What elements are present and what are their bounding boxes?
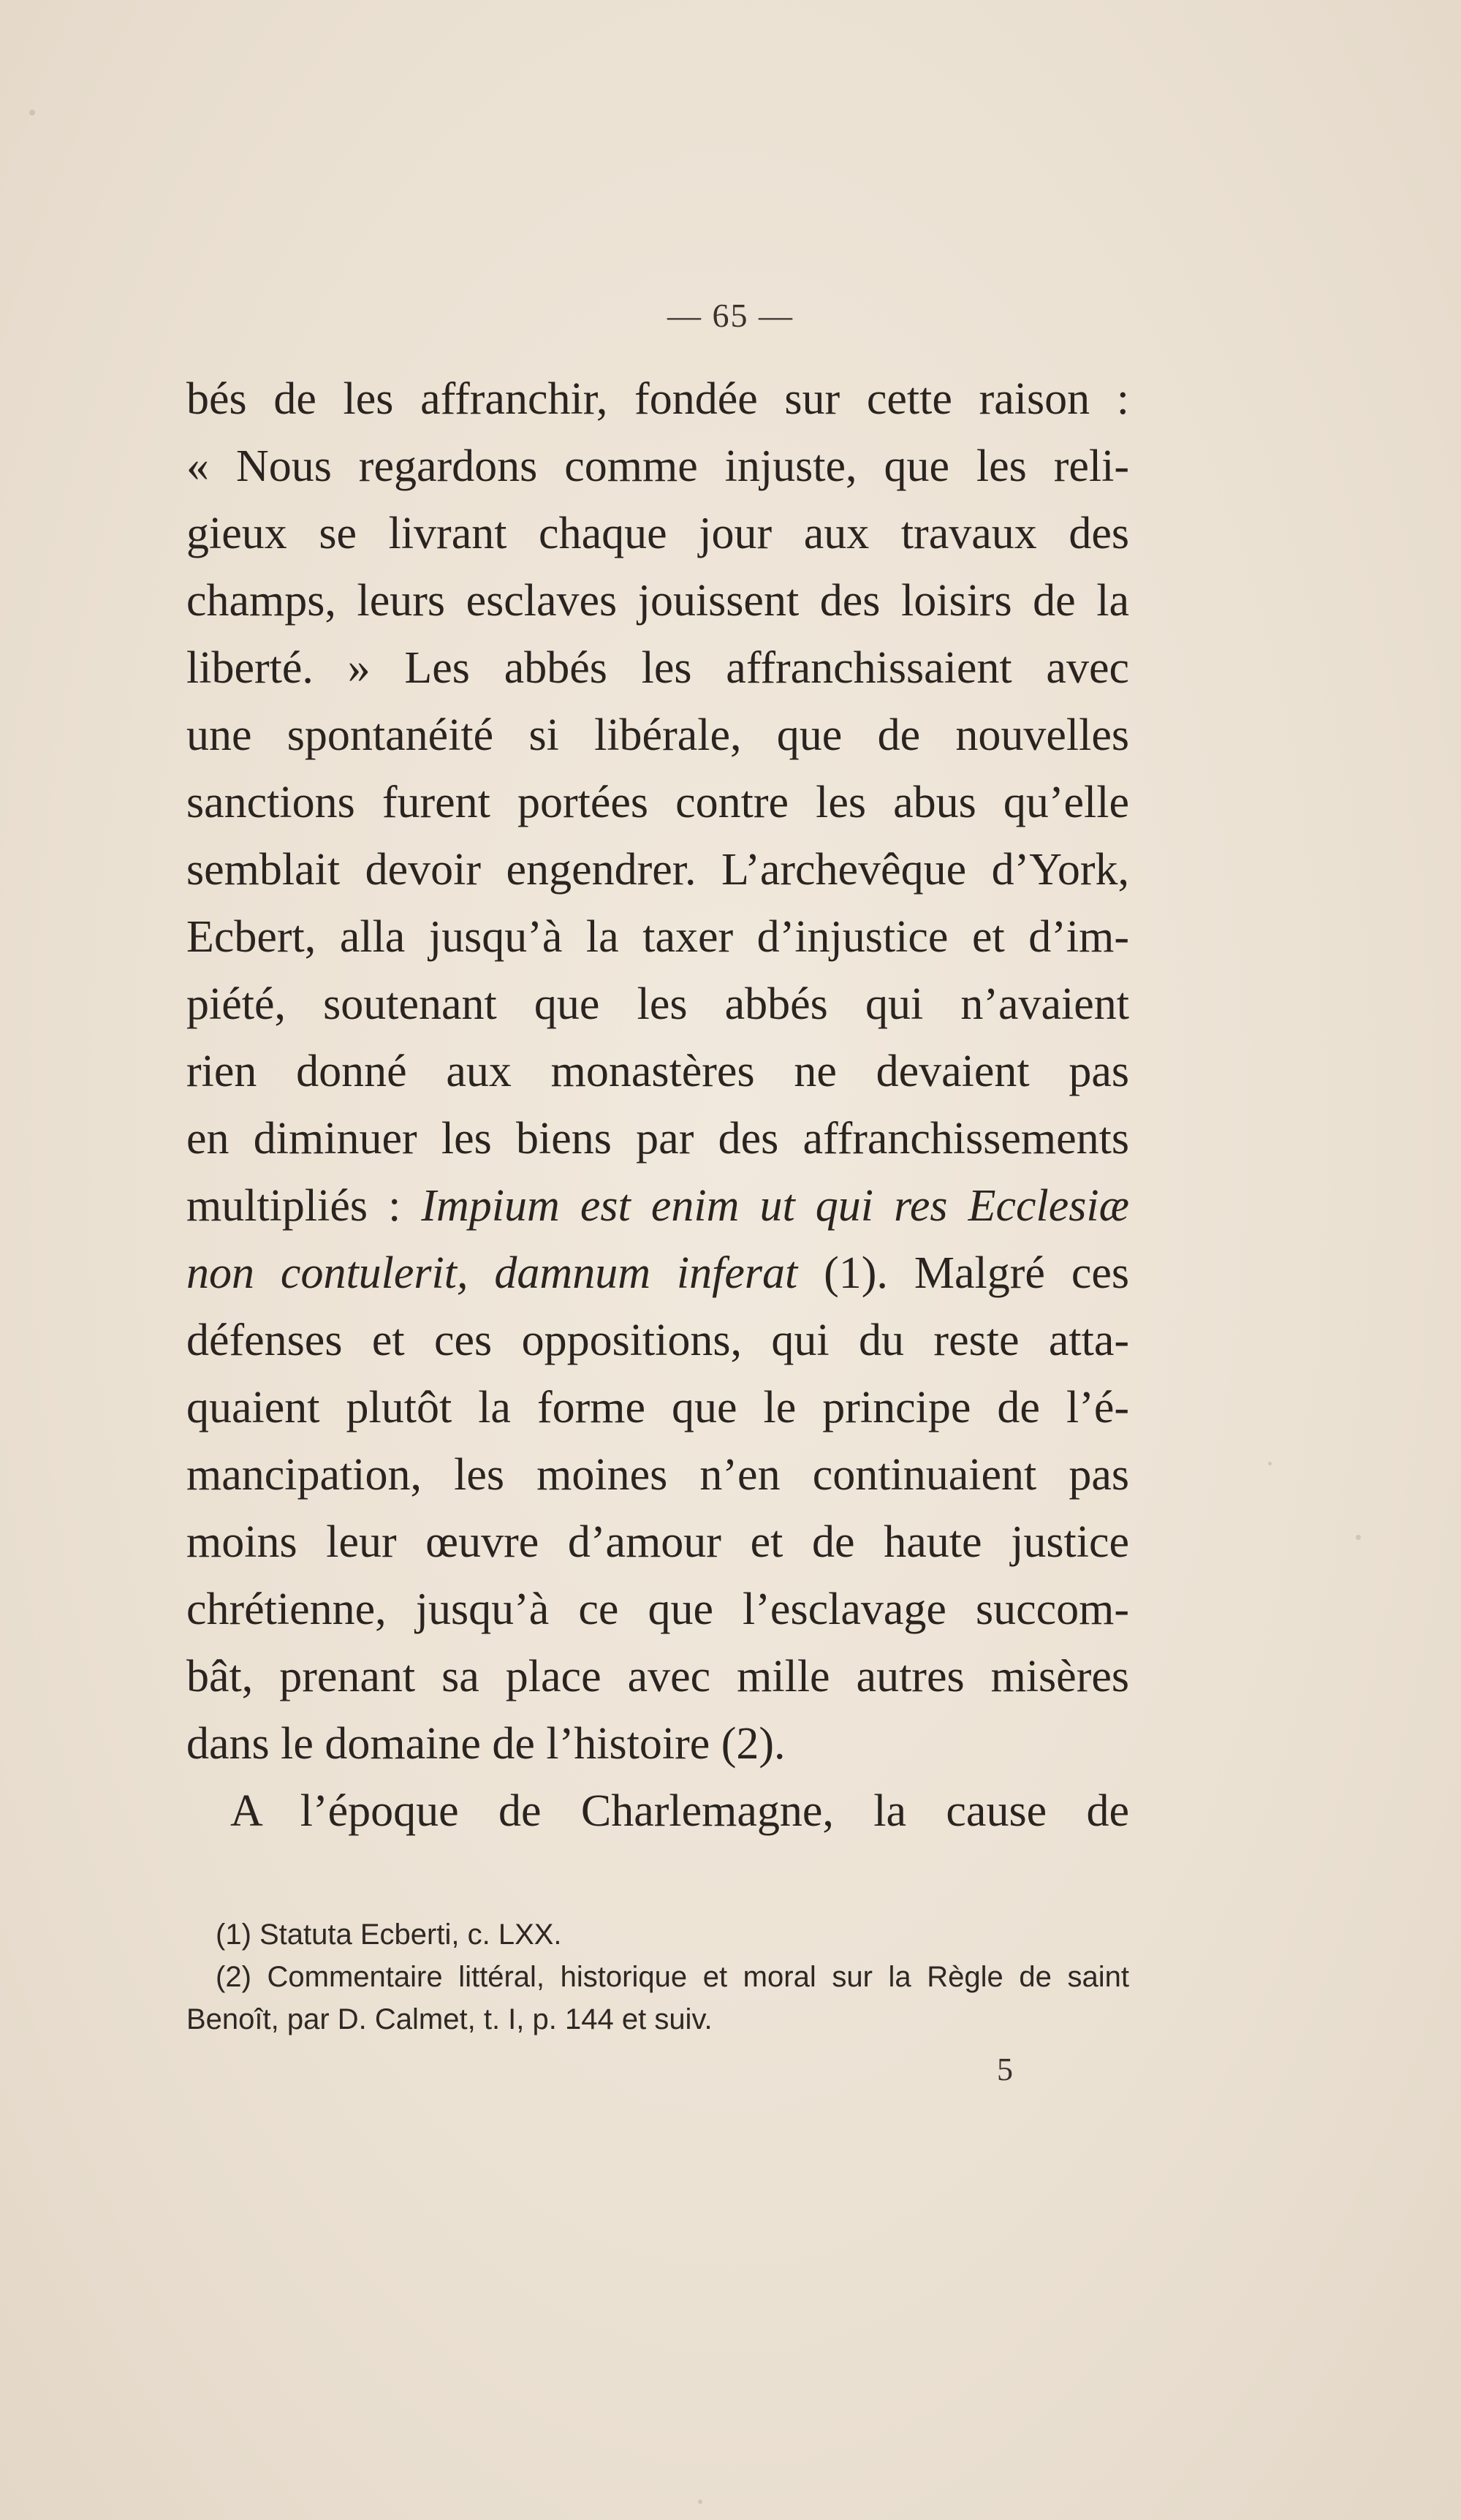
text-line: rien donné aux monastères ne devaient pas bbox=[186, 1047, 1129, 1096]
footnote-2: (2) Commentaire littéral, historique et moral sur la Règle de saint bbox=[216, 1961, 1129, 1993]
text-fragment: (1). Malgré ces bbox=[797, 1248, 1129, 1298]
text-line: moins leur œuvre d’amour et de haute justice bbox=[186, 1517, 1129, 1567]
text-line: gieux se livrant chaque jour aux travaux des bbox=[186, 509, 1129, 558]
text-fragment: multipliés : bbox=[186, 1181, 422, 1231]
text-line: liberté. » Les abbés les affranchissaient avec bbox=[186, 643, 1129, 693]
text-line: bés de les affranchir, fondée sur cette raison : bbox=[186, 374, 1129, 424]
text-line: semblait devoir engendrer. L’archevêque d’York, bbox=[186, 845, 1129, 895]
text-line-with-italic bbox=[186, 1172, 1129, 1240]
paper-speck bbox=[698, 2500, 702, 2504]
text-line: champs, leurs esclaves jouissent des loisirs de la bbox=[186, 576, 1129, 626]
text-line: une spontanéité si libérale, que de nouvelles bbox=[186, 710, 1129, 760]
text-line: chrétienne, jusqu’à ce que l’esclavage succom- bbox=[186, 1585, 1129, 1634]
text-line: mancipation, les moines n’en continuaient pas bbox=[186, 1450, 1129, 1500]
page-number-header: — 65 — bbox=[667, 297, 794, 334]
text-line: sanctions furent portées contre les abus qu’elle bbox=[186, 778, 1129, 827]
text-line: quaient plutôt la forme que le principe de l’é- bbox=[186, 1383, 1129, 1432]
text-line: bât, prenant sa place avec mille autres misères bbox=[186, 1652, 1129, 1701]
signature-mark: 5 bbox=[997, 2052, 1013, 2087]
text-line: dans le domaine de l’histoire (2). bbox=[186, 1719, 786, 1769]
text-line: défenses et ces oppositions, qui du reste atta- bbox=[186, 1316, 1129, 1365]
text-line: « Nous regardons comme injuste, que les reli- bbox=[186, 441, 1129, 491]
paper-speck bbox=[1356, 1535, 1361, 1540]
text-line: Ecbert, alla jusqu’à la taxer d’injustice et d’im- bbox=[186, 912, 1129, 962]
paragraph-start-line: A l’époque de Charlemagne, la cause de bbox=[230, 1786, 1129, 1836]
footnotes bbox=[186, 1913, 1129, 2041]
text-line-with-italic bbox=[186, 1240, 1129, 1307]
footnote-2-continuation: Benoît, par D. Calmet, t. I, p. 144 et suiv. bbox=[186, 2003, 713, 2035]
latin-quote: Impium est enim ut qui res Ecclesiæ bbox=[421, 1181, 1129, 1231]
text-line: piété, soutenant que les abbés qui n’avaient bbox=[186, 979, 1129, 1029]
body-text bbox=[186, 365, 1129, 1845]
paper-speck bbox=[1268, 1462, 1272, 1465]
text-line: en diminuer les biens par des affranchissements bbox=[186, 1114, 1129, 1164]
footnote-1: (1) Statuta Ecberti, c. LXX. bbox=[216, 1919, 562, 1951]
paper-speck bbox=[29, 110, 35, 115]
latin-quote: non contulerit, damnum inferat bbox=[186, 1248, 798, 1298]
